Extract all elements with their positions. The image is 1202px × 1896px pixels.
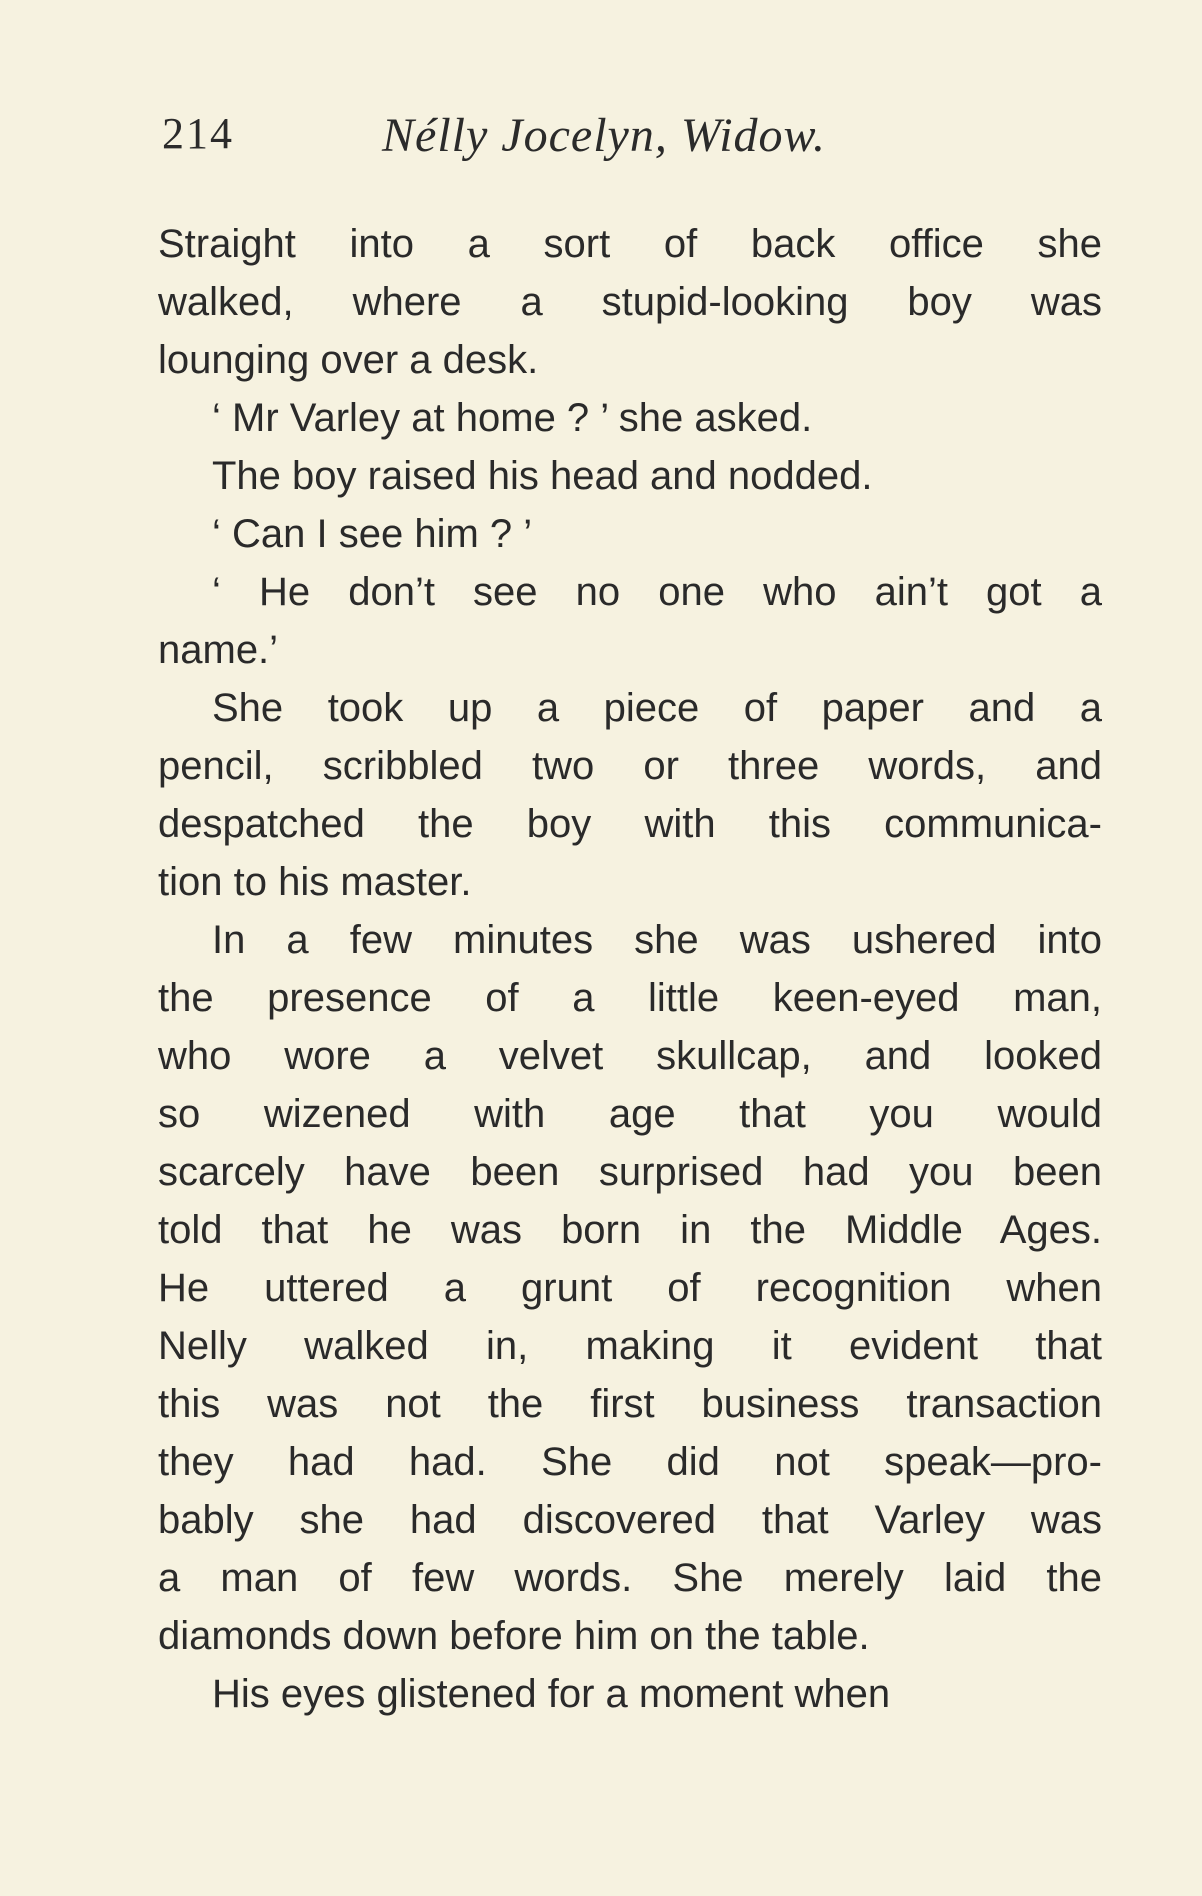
text-line: lounging over a desk. — [158, 338, 539, 382]
text-line: ‘ He don’t see no one who ain’t got a — [212, 570, 1102, 614]
text-line: this was not the first business transaction — [158, 1382, 1102, 1426]
text-line: pencil, scribbled two or three words, and — [158, 744, 1102, 788]
text-line: His eyes glistened for a moment when — [212, 1672, 891, 1716]
text-line: ‘ Mr Varley at home ? ’ she asked. — [212, 396, 813, 440]
text-line: Nelly walked in, making it evident that — [158, 1324, 1102, 1368]
text-line: The boy raised his head and nodded. — [212, 454, 873, 498]
text-line: name.’ — [158, 628, 279, 672]
text-line: despatched the boy with this communica- — [158, 802, 1102, 846]
text-line: scarcely have been surprised had you been — [158, 1150, 1102, 1194]
text-line: the presence of a little keen-eyed man, — [158, 976, 1102, 1020]
text-line: diamonds down before him on the table. — [158, 1614, 870, 1658]
text-line: told that he was born in the Middle Ages. — [158, 1208, 1102, 1252]
text-line: Straight into a sort of back office she — [158, 222, 1102, 266]
text-line: He uttered a grunt of recognition when — [158, 1266, 1102, 1310]
body-text — [158, 215, 1102, 1723]
text-line: bably she had discovered that Varley was — [158, 1498, 1102, 1542]
text-line: so wizened with age that you would — [158, 1092, 1102, 1136]
running-title: Nélly Jocelyn, Widow. — [382, 109, 826, 162]
text-line: ‘ Can I see him ? ’ — [212, 512, 533, 556]
text-line: In a few minutes she was ushered into — [212, 918, 1102, 962]
page-header — [162, 108, 942, 168]
page-number: 214 — [162, 109, 234, 158]
text-line: a man of few words. She merely laid the — [158, 1556, 1102, 1600]
text-line: tion to his master. — [158, 860, 472, 904]
text-line: walked, where a stupid-looking boy was — [158, 280, 1102, 324]
text-line: they had had. She did not speak—pro- — [158, 1440, 1102, 1484]
text-line: who wore a velvet skullcap, and looked — [158, 1034, 1102, 1078]
text-line: She took up a piece of paper and a — [212, 686, 1102, 730]
